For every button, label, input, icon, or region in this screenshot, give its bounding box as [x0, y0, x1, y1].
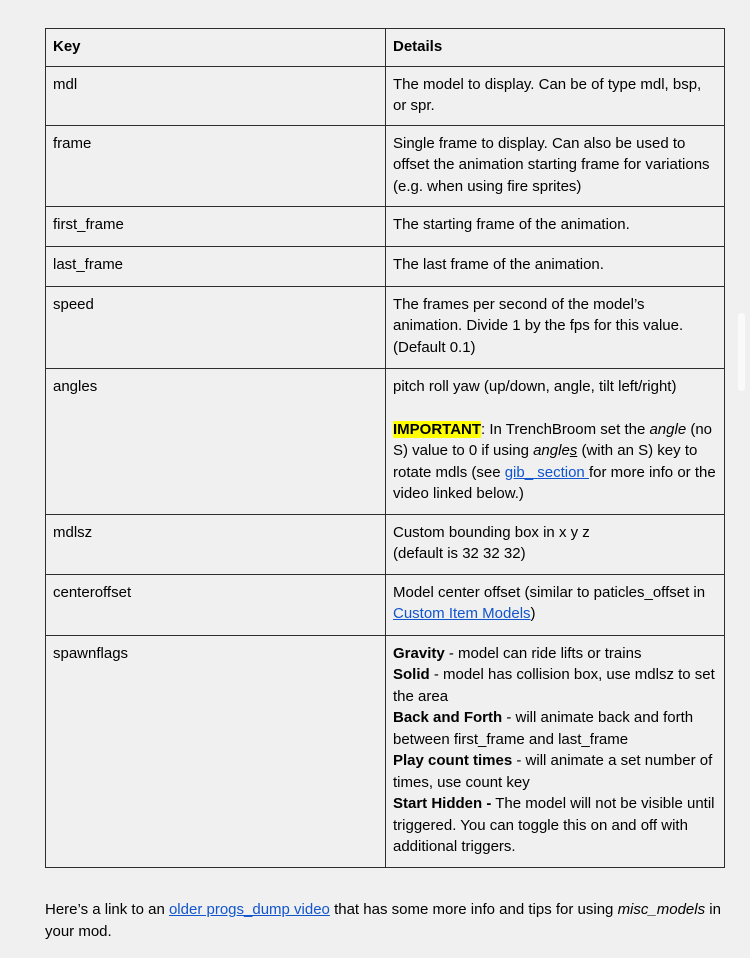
spawnflag-name: Back and Forth — [393, 709, 503, 726]
angles-text: (with an S) key to rotate mdls (see — [393, 442, 698, 481]
details-cell-mdlsz — [386, 514, 725, 574]
key-cell-spawnflags: spawnflags — [46, 635, 386, 867]
column-header-key: Key — [46, 29, 386, 67]
spawnflag-desc: - will animate back and forth between first_frame and last_frame — [393, 709, 694, 748]
details-cell-angles — [386, 368, 725, 514]
key-cell-first-frame: first_frame — [46, 206, 386, 246]
footer-text: in your mod. — [45, 901, 721, 940]
table-header-row — [46, 29, 725, 67]
angles-important-paragraph — [393, 419, 717, 505]
misc-models-italic-word: misc_models — [617, 901, 706, 918]
mdlsz-line-2: (default is 32 32 32) — [393, 545, 526, 562]
details-cell-spawnflags — [386, 635, 725, 867]
table-row — [46, 574, 725, 635]
centeroffset-text: ) — [530, 605, 536, 622]
details-cell-centeroffset — [386, 574, 725, 635]
angle-italic-word: angle — [649, 420, 687, 438]
details-cell-mdl: The model to display. Can be of type mdl, bsp, or spr. — [386, 66, 725, 125]
key-details-table — [45, 28, 725, 868]
table-row — [46, 66, 725, 125]
footer-text: Here’s a link to an — [45, 901, 169, 918]
table-row — [46, 206, 725, 246]
angles-line-1: pitch roll yaw (up/down, angle, tilt left/right) — [393, 377, 677, 395]
important-highlight: IMPORTANT — [393, 420, 482, 438]
spawnflag-desc: The model will not be visible until triggered. You can toggle this on and off with additional triggers. — [393, 795, 715, 855]
spawnflag-play-count-times — [393, 750, 717, 793]
key-cell-frame: frame — [46, 125, 386, 206]
angles-text: for more info or the video linked below.) — [393, 463, 716, 502]
centeroffset-text: Model center offset (similar to paticles_offset in — [393, 583, 706, 601]
progs-dump-video-link[interactable]: older progs_dump video — [168, 901, 330, 918]
spawnflag-desc: - will animate a set number of times, use count key — [393, 752, 713, 791]
table-row — [46, 514, 725, 574]
column-header-details: Details — [386, 29, 725, 67]
spawnflag-name: Gravity — [393, 644, 445, 662]
blank-line — [393, 397, 717, 419]
key-cell-angles: angles — [46, 368, 386, 514]
key-cell-mdlsz: mdlsz — [46, 514, 386, 574]
gib-section-link[interactable]: gib_ section — [504, 463, 589, 481]
footer-text: that has some more info and tips for using — [329, 901, 618, 918]
table-row — [46, 286, 725, 368]
footer-paragraph — [45, 899, 727, 943]
custom-item-models-link[interactable]: Custom Item Models — [393, 605, 531, 622]
table-row — [46, 368, 725, 514]
mdlsz-line-1: Custom bounding box in x y z — [393, 523, 590, 541]
spawnflag-back-and-forth — [393, 707, 717, 750]
key-cell-last-frame: last_frame — [46, 246, 386, 286]
spawnflag-gravity — [393, 643, 717, 665]
spawnflag-desc: - model can ride lifts or trains — [444, 644, 642, 662]
spawnflag-start-hidden — [393, 793, 717, 858]
details-cell-frame: Single frame to display. Can also be used to offset the animation starting frame for variations (e.g. when using fire sprites) — [386, 125, 725, 206]
angles-italic-word: angle — [533, 442, 570, 459]
angles-text: (no S) value to 0 if using — [393, 420, 713, 459]
angles-text: : In TrenchBroom set the — [481, 420, 650, 438]
spawnflag-solid — [393, 664, 717, 707]
key-cell-speed: speed — [46, 286, 386, 368]
details-cell-last-frame: The last frame of the animation. — [386, 246, 725, 286]
spawnflag-name: Solid — [393, 666, 430, 683]
details-cell-first-frame: The starting frame of the animation. — [386, 206, 725, 246]
spawnflag-name: Play count times — [393, 752, 513, 769]
details-cell-speed: The frames per second of the model’s animation. Divide 1 by the fps for this value. (Default 0.1) — [386, 286, 725, 368]
angles-italic-underlined-s: s — [569, 442, 578, 459]
spawnflag-name: Start Hidden - — [393, 795, 492, 812]
key-cell-centeroffset: centeroffset — [46, 574, 386, 635]
spawnflag-desc: - model has collision box, use mdlsz to set the area — [393, 666, 715, 705]
table-row — [46, 125, 725, 206]
key-cell-mdl: mdl — [46, 66, 386, 125]
table-row — [46, 635, 725, 867]
table-row — [46, 246, 725, 286]
scrollbar-thumb[interactable] — [738, 313, 745, 391]
